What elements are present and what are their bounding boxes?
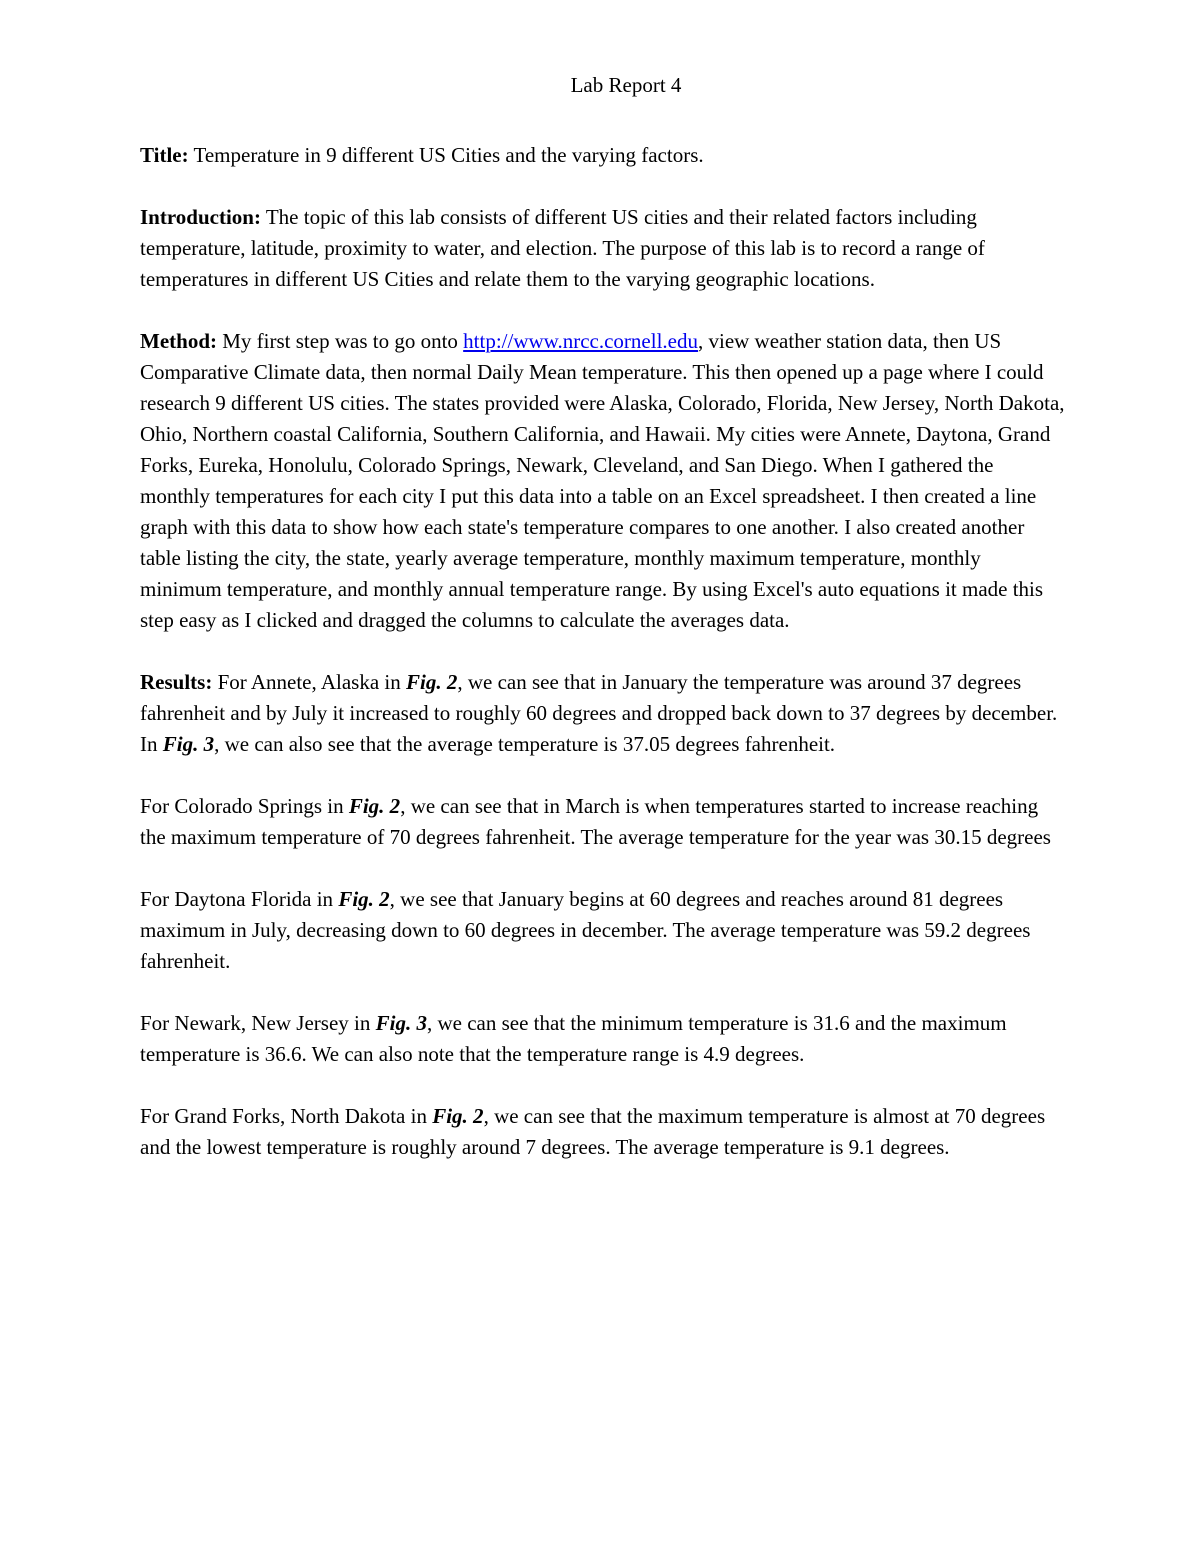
results-text: For Grand Forks, North Dakota in: [140, 1104, 433, 1128]
method-text-before: My first step was to go onto: [217, 329, 464, 353]
method-label: Method:: [140, 329, 217, 353]
title-paragraph: [140, 140, 1065, 171]
fig-reference: Fig. 2: [406, 670, 458, 694]
results-text: , we can see that the maximum temperature is almost at 70 degrees and the lowest temperature is roughly around 7 degrees. The average temperature is 9.1 degrees.: [140, 1104, 1046, 1159]
results-text: For Annete, Alaska in: [212, 670, 406, 694]
method-text-after: , view weather station data, then US Comparative Climate data, then normal Daily Mean temperature. This then opened up a page where I could research 9 different US cities. The states provided were Alaska, Colorado, Florida, New Jersey, North Dakota, Ohio, Northern coastal California, Southern California, and Hawaii. My cities were Annete, Daytona, Grand Forks, Eureka, Honolulu, Colorado Springs, Newark, Cleveland, and San Diego. When I gathered the monthly temperatures for each city I put this data into a table on an Excel spreadsheet. I then created a line graph with this data to show how each state's temperature compares to one another. I also created another table listing the city, the state, yearly average temperature, monthly maximum temperature, monthly minimum temperature, and monthly annual temperature range. By using Excel's auto equations it made this step easy as I clicked and dragged the columns to calculate the averages data.: [140, 329, 1065, 632]
fig-reference: Fig. 3: [375, 1011, 427, 1035]
fig-reference: Fig. 3: [162, 732, 215, 756]
results-paragraph-grand-forks: [140, 1101, 1065, 1163]
results-text: For Colorado Springs in: [140, 794, 349, 818]
introduction-label: Introduction:: [140, 205, 261, 229]
results-text: For Daytona Florida in: [140, 887, 339, 911]
results-text: , we can see that the minimum temperature is 31.6 and the maximum temperature is 36.6. We can also note that the temperature range is 4.9 degrees.: [140, 1011, 1007, 1066]
page-title: Lab Report 4: [570, 73, 682, 97]
results-text: , we see that January begins at 60 degrees and reaches around 81 degrees maximum in July, decreasing down to 60 degrees in december. The average temperature was 59.2 degrees fahrenheit.: [140, 887, 1031, 973]
fig-reference: Fig. 2: [338, 887, 390, 911]
fig-reference: Fig. 2: [432, 1104, 484, 1128]
results-paragraph-colorado-springs: [140, 791, 1065, 853]
results-text: For Newark, New Jersey in: [140, 1011, 376, 1035]
nrcc-link[interactable]: http://www.nrcc.cornell.edu: [463, 329, 698, 353]
results-paragraph-annete: [140, 667, 1065, 760]
fig-reference: Fig. 2: [348, 794, 401, 818]
method-paragraph: [140, 326, 1065, 636]
introduction-text: The topic of this lab consists of different US cities and their related factors including temperature, latitude, proximity to water, and election. The purpose of this lab is to record a range of temperatures in different US Cities and relate them to the varying geographic locations.: [140, 205, 985, 291]
results-paragraph-daytona: [140, 884, 1065, 977]
introduction-paragraph: [140, 202, 1065, 295]
title-text: Temperature in 9 different US Cities and the varying factors.: [188, 143, 704, 167]
results-label: Results:: [140, 670, 213, 694]
document-body: [140, 140, 1065, 1194]
title-label: Title:: [140, 143, 189, 167]
results-text: , we can also see that the average temperature is 37.05 degrees fahrenheit.: [214, 732, 836, 756]
results-text: , we can see that in March is when temperatures started to increase reaching the maximum temperature of 70 degrees fahrenheit. The average temperature for the year was 30.15 degrees: [140, 794, 1051, 849]
results-text: , we can see that in January the temperature was around 37 degrees fahrenheit and by July it increased to roughly 60 degrees and dropped back down to 37 degrees by december. In: [140, 670, 1058, 756]
results-paragraph-newark: [140, 1008, 1065, 1070]
